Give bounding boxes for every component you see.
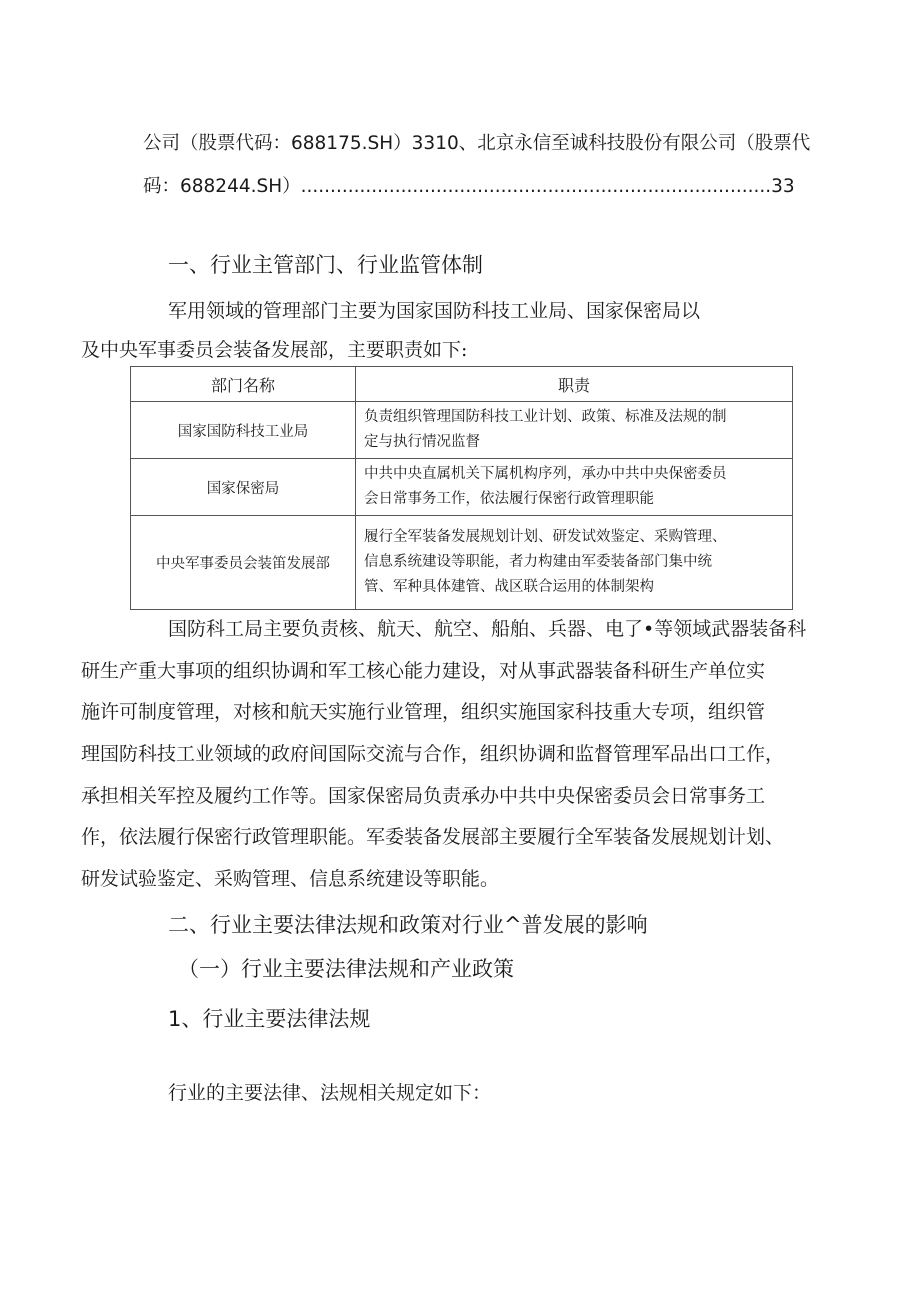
subsection-heading: （一）行业主要法律法规和产业政策 (178, 957, 514, 981)
duty-cell (356, 516, 793, 610)
duty-line: 会日常事务工作，依法履行保密行政管理职能 (364, 491, 654, 507)
paragraph-line: 研发试验鉴定、采购管理、信息系统建设等职能。 (81, 868, 500, 890)
column-header-department: 部门名称 (131, 367, 356, 402)
department-duties-table (130, 366, 793, 610)
duty-line: 负责组织管理国防科技工业计划、政策、标准及法规的制 (364, 409, 727, 425)
column-header-duties: 职责 (356, 367, 793, 402)
duty-line: 管、军种具体建管、战区联合运用的体制架构 (364, 579, 654, 595)
duty-cell (356, 459, 793, 516)
duty-cell (356, 402, 793, 459)
duty-line: 信息系统建设等职能，者力构建由军委装备部门集中统 (364, 554, 712, 570)
paragraph-line: 作，依法履行保密行政管理职能。军委装备发展部主要履行全军装备发展规划计划、 (81, 826, 785, 848)
table-row (131, 459, 793, 516)
paragraph-line: 国防科工局主要负责核、航天、航空、船舶、兵器、电了•等领域武器装备科 (168, 618, 807, 640)
paragraph-line: 承担相关军控及履约工作等。国家保密局负责承办中共中央保密委员会日常事务工 (81, 785, 766, 807)
duty-line: 履行全军装备发展规划计划、研发试效鉴定、采购管理、 (364, 529, 727, 545)
table-header-row (131, 367, 793, 402)
table-row (131, 516, 793, 610)
department-name-cell: 国家国防科技工业局 (131, 402, 356, 459)
paragraph-line: 理国防科技工业领域的政府间国际交流与合作，组织协调和监督管理军品出口工作， (81, 743, 785, 765)
laws-intro: 行业的主要法律、法规相关规定如下： (168, 1082, 492, 1104)
toc-entry-line-2: 码：688244.SH）................................................................................33 (143, 176, 795, 197)
department-name-cell: 中央军事委员会装笛发展部 (131, 516, 356, 610)
section-heading-2: 二、行业主要法律法规和政策对行业^普发展的影响 (168, 913, 648, 937)
duty-line: 中共中央直属机关下属机构序列，承办中共中央保密委员 (364, 466, 727, 482)
paragraph-line: 研生产重大事项的组织协调和军工核心能力建设，对从事武器装备科研生产单位实 (81, 660, 766, 682)
department-name-cell: 国家保密局 (131, 459, 356, 516)
duty-line: 定与执行情况监督 (364, 434, 480, 450)
intro-line-1: 军用领域的管理部门主要为国家国防科技工业局、国家保密局以 (168, 300, 701, 322)
paragraph-line: 施许可制度管理，对核和航天实施行业管理，组织实施国家科技重大专项，组织管 (81, 701, 766, 723)
item-heading: 1、行业主要法律法规 (168, 1007, 371, 1031)
table-row (131, 402, 793, 459)
intro-line-2: 及中央军事委员会装备发展部，主要职责如下: (81, 339, 468, 361)
toc-entry-line-1: 公司（股票代码：688175.SH）3310、北京永信至诚科技股份有限公司（股票代 (143, 133, 811, 154)
section-heading-1: 一、行业主管部门、行业监管体制 (168, 253, 483, 277)
